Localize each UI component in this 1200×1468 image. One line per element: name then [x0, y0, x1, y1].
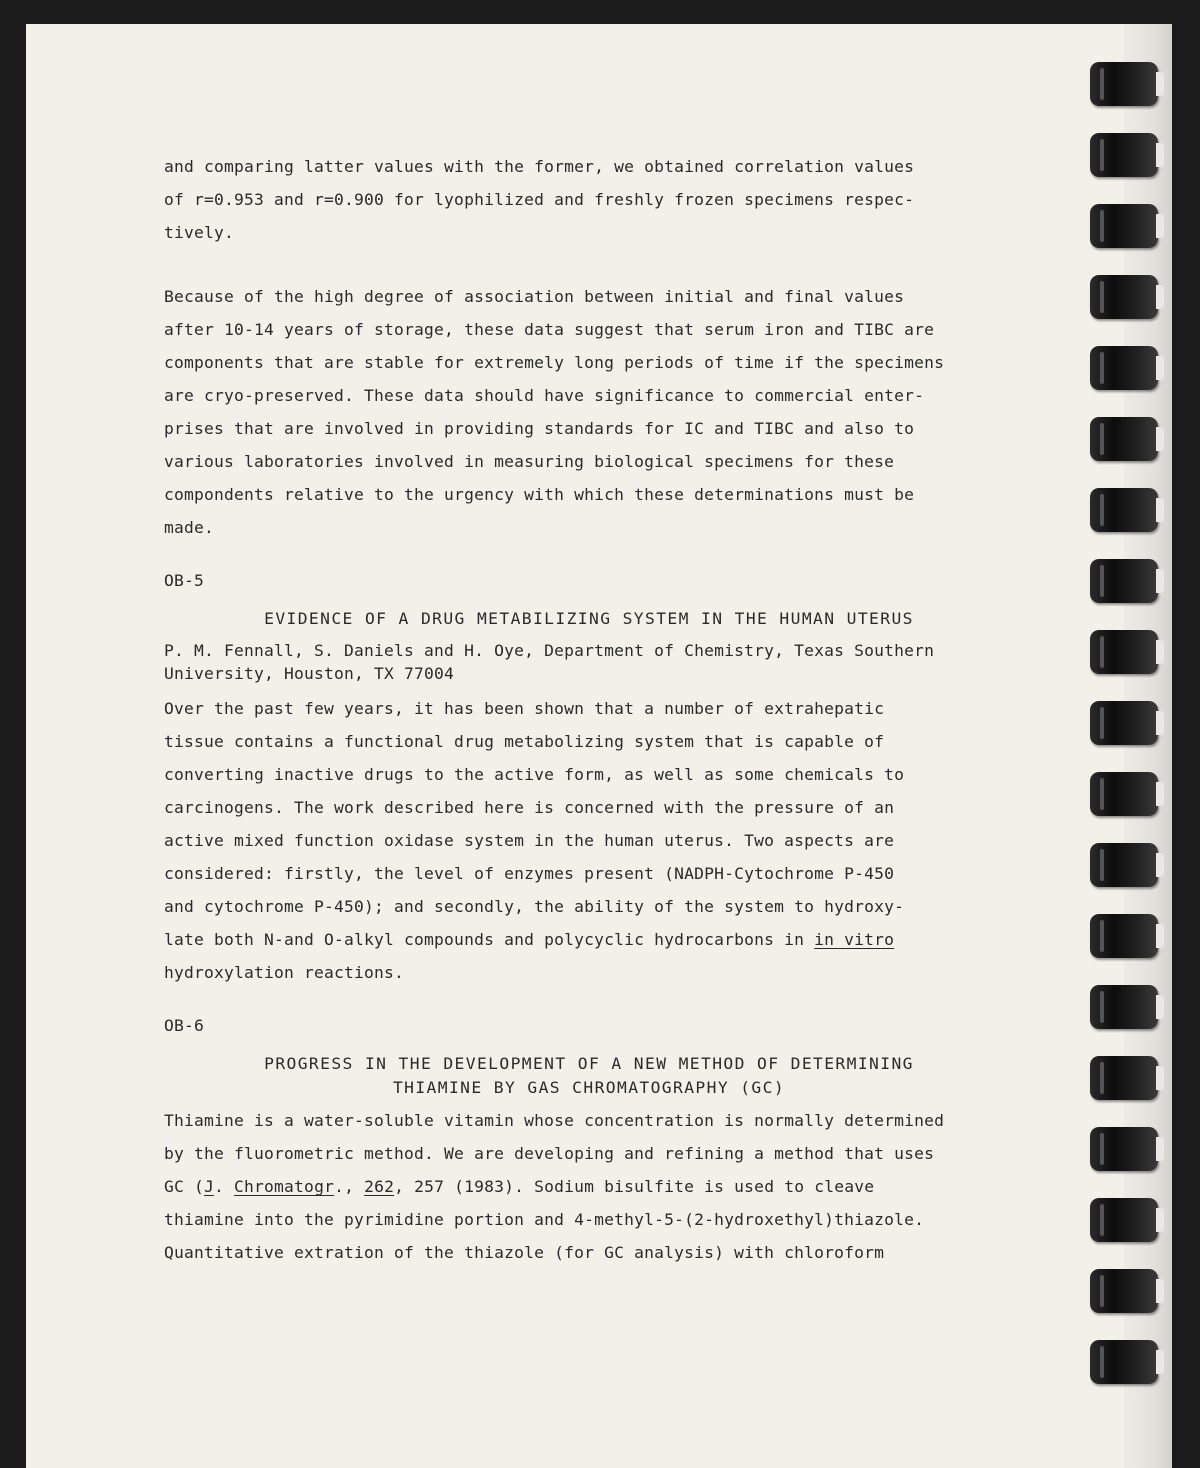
abstract-label-ob5: OB-5 [164, 571, 205, 590]
binding-coil-icon [1090, 488, 1158, 532]
binding-coil-icon [1090, 417, 1158, 461]
binding-coil-icon [1090, 630, 1158, 674]
author-line: P. M. Fennall, S. Daniels and H. Oye, Department of Chemistry, Texas Southern [164, 641, 935, 660]
title-line: PROGRESS IN THE DEVELOPMENT OF A NEW METHOD OF DETERMINING [264, 1054, 914, 1073]
binding-coil-icon [1090, 843, 1158, 887]
text-line: Because of the high degree of association between initial and final values [164, 287, 905, 306]
text-line: tively. [164, 223, 235, 242]
binding-coil-icon [1090, 133, 1158, 177]
paragraph-storage-conclusion [164, 280, 1034, 544]
text-line: components that are stable for extremely long periods of time if the specimens [164, 353, 945, 372]
text-line: after 10-14 years of storage, these data suggest that serum iron and TIBC are [164, 320, 935, 339]
text-line: active mixed function oxidase system in the human uterus. Two aspects are [164, 831, 895, 850]
paragraph-correlation [164, 150, 1034, 249]
document-page [26, 24, 1172, 1468]
text-line: Quantitative extration of the thiazole (for GC analysis) with chloroform [164, 1243, 885, 1262]
binding-coil-icon [1090, 1340, 1158, 1384]
binding-coil-icon [1090, 559, 1158, 603]
binding-coil-icon [1090, 985, 1158, 1029]
text-line: Thiamine is a water-soluble vitamin whose concentration is normally determined [164, 1111, 945, 1130]
binding-coil-icon [1090, 1198, 1158, 1242]
text-line: thiamine into the pyrimidine portion and 4-methyl-5-(2-hydroxethyl)thiazole. [164, 1210, 925, 1229]
page-text [164, 150, 1034, 1269]
binding-coil-icon [1090, 1269, 1158, 1313]
abstract-title-ob5: EVIDENCE OF A DRUG METABILIZING SYSTEM IN THE HUMAN UTERUS [264, 609, 914, 628]
binding-coil-icon [1090, 772, 1158, 816]
spiral-binding [1090, 62, 1164, 1442]
text-line: of r=0.953 and r=0.900 for lyophilized and freshly frozen specimens respec- [164, 190, 915, 209]
text-line: various laboratories involved in measuring biological specimens for these [164, 452, 895, 471]
text-line: hydroxylation reactions. [164, 963, 405, 982]
abstract-title-ob6 [164, 1052, 1034, 1100]
text-line: and comparing latter values with the former, we obtained correlation values [164, 157, 915, 176]
text-line [164, 930, 894, 949]
abstract-body-ob6 [164, 1104, 1034, 1269]
abstract-label-ob6: OB-6 [164, 1016, 205, 1035]
binding-coil-icon [1090, 701, 1158, 745]
text-line: are cryo-preserved. These data should have significance to commercial enter- [164, 386, 925, 405]
text-fragment: late both N-and O-alkyl compounds and polycyclic hydrocarbons in [164, 930, 815, 949]
text-line: by the fluorometric method. We are developing and refining a method that uses [164, 1144, 935, 1163]
text-line: compondents relative to the urgency with which these determinations must be [164, 485, 915, 504]
binding-coil-icon [1090, 1127, 1158, 1171]
text-fragment: . [214, 1177, 235, 1196]
text-line: converting inactive drugs to the active form, as well as some chemicals to [164, 765, 905, 784]
text-fragment: GC ( [164, 1177, 205, 1196]
binding-coil-icon [1090, 62, 1158, 106]
text-line: considered: firstly, the level of enzymes present (NADPH-Cytochrome P-450 [164, 864, 895, 883]
affiliation-line: University, Houston, TX 77004 [164, 664, 455, 683]
text-line: carcinogens. The work described here is concerned with the pressure of an [164, 798, 895, 817]
binding-coil-icon [1090, 1056, 1158, 1100]
binding-coil-icon [1090, 275, 1158, 319]
text-line: and cytochrome P-450); and secondly, the ability of the system to hydroxy- [164, 897, 905, 916]
text-line: made. [164, 518, 215, 537]
text-fragment: ., [334, 1177, 365, 1196]
text-line: Over the past few years, it has been shown that a number of extrahepatic [164, 699, 885, 718]
binding-coil-icon [1090, 204, 1158, 248]
journal-name: Chromatogr [234, 1177, 335, 1196]
text-line: prises that are involved in providing standards for IC and TIBC and also to [164, 419, 915, 438]
binding-coil-icon [1090, 346, 1158, 390]
volume-number: 262 [364, 1177, 395, 1196]
citation-line [164, 1177, 874, 1196]
title-line: THIAMINE BY GAS CHROMATOGRAPHY (GC) [392, 1078, 786, 1097]
binding-coil-icon [1090, 914, 1158, 958]
text-line: tissue contains a functional drug metabolizing system that is capable of [164, 732, 885, 751]
text-fragment: , 257 (1983). Sodium bisulfite is used to cleave [394, 1177, 875, 1196]
abstract-body-ob5 [164, 692, 1034, 989]
abstract-authors-ob5 [164, 639, 1034, 685]
journal-initial: J [204, 1177, 215, 1196]
underlined-phrase: in vitro [814, 930, 895, 949]
